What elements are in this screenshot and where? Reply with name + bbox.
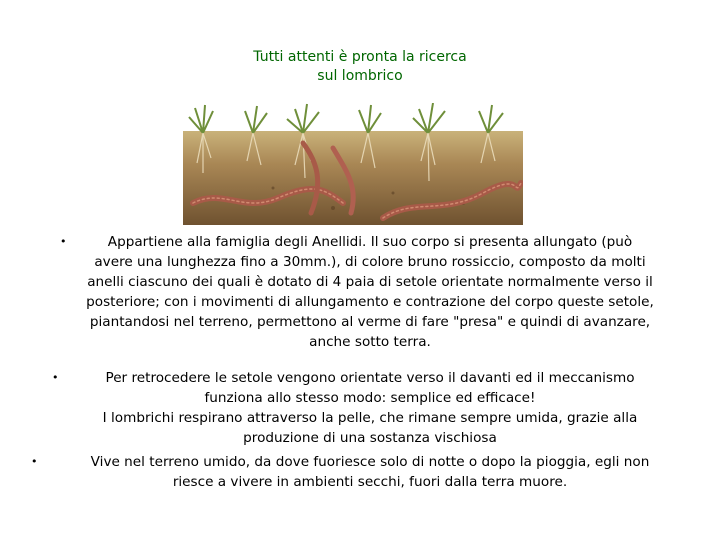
bullet-2-line: I lombrichi respirano attraverso la pelle, che rimane sempre umida, grazie alla	[102, 410, 638, 426]
bullet-marker: •	[31, 455, 38, 468]
page-title	[180, 48, 540, 86]
bullet-paragraph-1	[40, 232, 700, 352]
bullet-marker: •	[60, 235, 67, 248]
bullet-1-line: avere una lunghezza fino a 30mm.), di colore bruno rossiccio, composto da molti	[94, 254, 646, 270]
bullet-3-line: riesce a vivere in ambienti secchi, fuori dalla terra muore.	[172, 474, 568, 490]
earthworm-illustration	[183, 103, 523, 225]
bullet-1-line: anelli ciascuno dei quali è dotato di 4 paia di setole orientate normalmente verso il	[87, 274, 653, 290]
bullet-paragraph-2	[40, 368, 700, 448]
bullet-3-line: Vive nel terreno umido, da dove fuoriesce solo di notte o dopo la pioggia, egli non	[90, 454, 650, 470]
bullet-1-line: anche sotto terra.	[309, 334, 431, 350]
bullet-marker: •	[52, 371, 59, 384]
bullet-1-line: piantandosi nel terreno, permettono al verme di fare "presa" e quindi di avanzare,	[89, 314, 651, 330]
title-line-2: sul lombrico	[317, 68, 403, 84]
bullet-paragraph-3	[40, 452, 700, 492]
bullet-2-line: funziona allo stesso modo: semplice ed efficace!	[204, 390, 536, 406]
bullet-1-line: posteriore; con i movimenti di allungamento e contrazione del corpo queste setole,	[86, 294, 654, 310]
bullet-2-line: produzione di una sostanza vischiosa	[243, 430, 497, 446]
title-line-1: Tutti attenti è pronta la ricerca	[253, 49, 467, 65]
bullet-1-line: Appartiene alla famiglia degli Anellidi. Il suo corpo si presenta allungato (può	[107, 234, 633, 250]
bullet-2-line: Per retrocedere le setole vengono orientate verso il davanti ed il meccanismo	[105, 370, 635, 386]
